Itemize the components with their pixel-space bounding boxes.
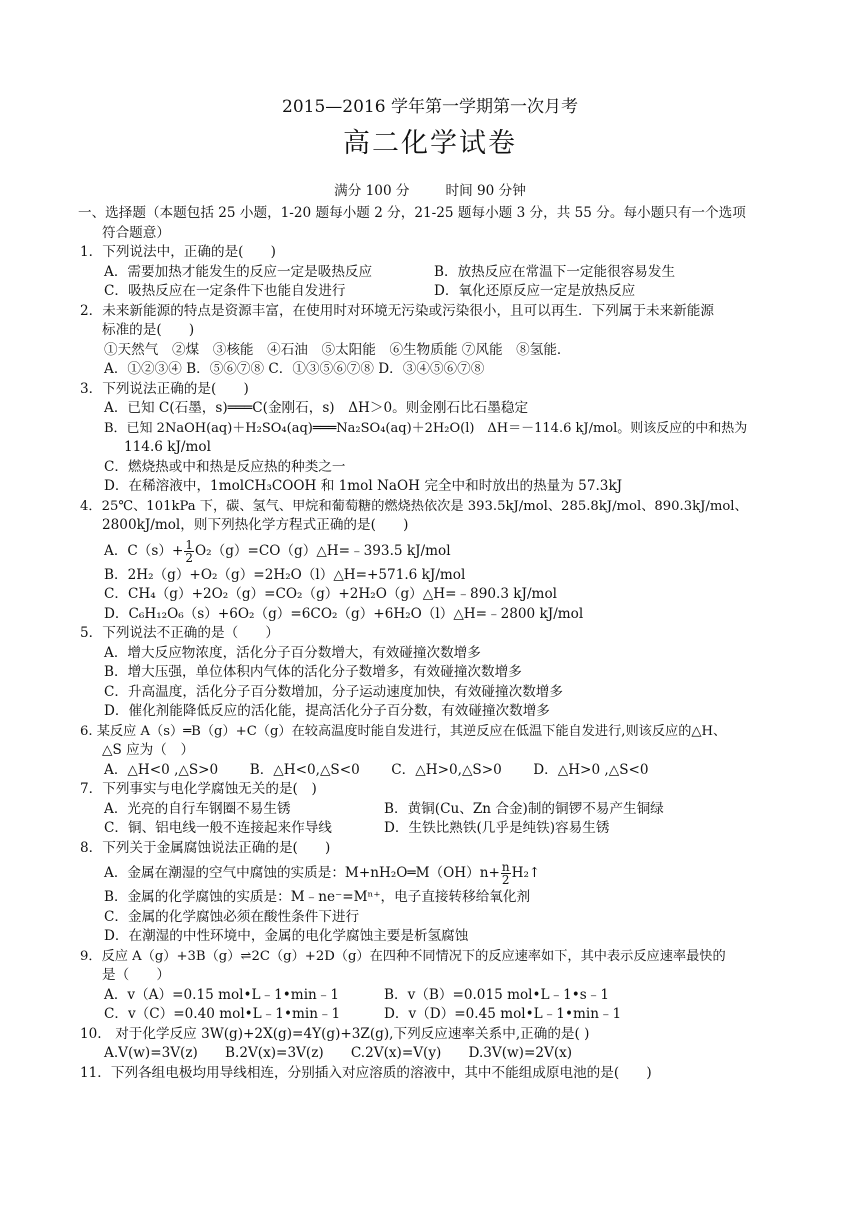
- fraction-denominator: 2: [501, 873, 510, 887]
- question-5-option-b: B．增大压强，单位体积内气体的活化分子数增多，有效碰撞次数增多: [104, 664, 522, 680]
- question-6-options: A．△H<0 ,△S>0 B．△H<0,△S<0 C．△H>0,△S>0 D．△H>0 ,△S<0: [104, 761, 649, 778]
- question-8-option-a-pre: A．金属在潮湿的空气中腐蚀的实质是：M+nH₂O═M（OH）n+: [104, 865, 500, 881]
- question-8-stem: 8．下列关于金属腐蚀说法正确的是( ): [80, 839, 331, 856]
- question-4: [80, 497, 800, 625]
- exam-content: [80, 204, 800, 1083]
- question-10: [80, 1025, 800, 1064]
- section-line-2: 符合题意）: [102, 224, 170, 241]
- question-8-option-d: D．在潮湿的中性环境中，金属的电化学腐蚀主要是析氢腐蚀: [104, 928, 469, 944]
- question-7-option-c: C．铜、铝电线一般不连接起来作导线: [104, 820, 332, 836]
- question-3-option-b-cont: 114.6 kJ/mol: [124, 439, 211, 455]
- question-6-stem: 6. 某反应 A（s）═B（g）+C（g）在较高温度时能自发进行，其逆反应在低温下能自发进行,则该反应的△H、: [80, 723, 727, 739]
- question-5-option-a: A．增大反应物浓度，活化分子百分数增大，有效碰撞次数增多: [104, 644, 481, 661]
- question-5-option-d: D．催化剂能降低反应的活化能，提高活化分子百分数，有效碰撞次数增多: [104, 703, 550, 719]
- question-9-option-a: A．v（A）=0.15 mol•L﹣1•min﹣1: [104, 986, 340, 1003]
- fraction-numerator: n: [501, 860, 510, 874]
- question-6: [80, 722, 800, 781]
- fraction-half: [184, 539, 194, 564]
- question-3-option-c: C．燃烧热或中和热是反应热的种类之一: [104, 458, 346, 475]
- question-9-option-d: D．v（D）=0.45 mol•L﹣1•min﹣1: [384, 1006, 622, 1022]
- question-1-option-b: B．放热反应在常温下一定能很容易发生: [434, 263, 676, 280]
- fraction-n-over-2: [501, 861, 511, 886]
- exam-year-title: 2015—2016 学年第一学期第一次月考: [282, 97, 578, 117]
- question-8-option-a-post: H₂↑: [511, 865, 541, 881]
- question-9-option-b: B．v（B）=0.015 mol•L﹣1•s﹣1: [384, 986, 610, 1003]
- question-5-stem: 5．下列说法不正确的是（ ）: [80, 625, 279, 641]
- question-3-option-a: A．已知 C(石墨，s)═══C(金刚石，s) ΔH＞0。则金刚石比石墨稳定: [104, 400, 529, 416]
- question-4-option-b: B．2H₂（g）+O₂（g）=2H₂O（l）△H=+571.6 kJ/mol: [104, 566, 466, 583]
- exam-meta: [0, 182, 860, 202]
- question-6-stem-2: △S 应为（ ）: [102, 742, 195, 758]
- question-2-options: A．①②③④ B．⑤⑥⑦⑧ C．①③⑤⑥⑦⑧ D．③④⑤⑥⑦⑧: [104, 361, 485, 377]
- question-1-option-d: D．氧化还原反应一定是放热反应: [434, 283, 636, 299]
- question-1: [80, 243, 800, 302]
- question-2: [80, 302, 800, 380]
- section-instructions: [80, 204, 800, 243]
- question-8: [80, 839, 800, 947]
- question-1-stem: 1．下列说法中，正确的是( ): [80, 244, 276, 260]
- fraction-numerator: 1: [185, 537, 194, 552]
- question-3-option-b: B．已知 2NaOH(aq)＋H₂SO₄(aq)═══Na₂SO₄(aq)＋2H₂O(l) ΔH＝－114.6 kJ/mol。则该反应的中和热为: [104, 420, 748, 436]
- question-7-option-d: D．生铁比熟铁(几乎是纯铁)容易生锈: [384, 820, 610, 836]
- question-8-option-c: C．金属的化学腐蚀必须在酸性条件下进行: [104, 908, 360, 925]
- question-7-option-b: B．黄铜(Cu、Zn 合金)制的铜锣不易产生铜绿: [384, 800, 664, 817]
- exam-main-title: 高二化学试卷: [343, 128, 517, 159]
- question-9-option-c: C．v（C）=0.40 mol•L﹣1•min﹣1: [104, 1006, 341, 1022]
- question-8-option-b: B．金属的化学腐蚀的实质是：M﹣ne⁻=Mⁿ⁺，电子直接转移给氧化剂: [104, 889, 531, 905]
- question-4-stem-2: 2800kJ/mol，则下列热化学方程式正确的是( ): [102, 517, 409, 533]
- question-5: [80, 624, 800, 722]
- question-10-options: A.V(w)=3V(z) B.2V(x)=3V(z) C.2V(x)=V(y) D.3V(w)=2V(x): [104, 1045, 573, 1061]
- question-5-option-c: C．升高温度，活化分子百分数增加，分子运动速度加快，有效碰撞次数增多: [104, 683, 563, 700]
- question-4-option-d: D．C₆H₁₂O₆（s）+6O₂（g）=6CO₂（g）+6H₂O（l）△H=﹣2800 kJ/mol: [104, 605, 584, 622]
- question-4-option-c: C．CH₄（g）+2O₂（g）=CO₂（g）+2H₂O（g）△H=﹣890.3 kJ/mol: [104, 586, 557, 602]
- question-1-option-c: C．吸热反应在一定条件下也能自发进行: [104, 283, 346, 299]
- question-9-stem-2: 是（ ）: [102, 967, 170, 983]
- question-2-items: ①天然气 ②煤 ③核能 ④石油 ⑤太阳能 ⑥生物质能 ⑦风能 ⑧氢能．: [104, 341, 571, 358]
- question-11: [80, 1064, 800, 1084]
- question-9: [80, 947, 800, 1025]
- question-8-option-a: [80, 858, 800, 888]
- question-4-option-a-pre: A．C（s）+: [104, 542, 184, 559]
- question-1-option-a: A．需要加热才能发生的反应一定是吸热反应: [104, 263, 373, 280]
- question-11-stem: 11．下列各组电极均用导线相连，分别插入对应溶质的溶液中，其中不能组成原电池的是( ): [80, 1064, 652, 1081]
- question-4-option-a: [80, 536, 800, 566]
- question-10-stem: 10. 对于化学反应 3W(g)+2X(g)=4Y(g)+3Z(g),下列反应速率关系中,正确的是( ): [80, 1025, 590, 1042]
- question-3-option-d: D．在稀溶液中，1molCH₃COOH 和 1mol NaOH 完全中和时放出的热量为 57.3kJ: [104, 478, 623, 494]
- full-score: 满分 100 分: [334, 183, 410, 199]
- question-7-stem: 7．下列事实与电化学腐蚀无关的是( ): [80, 781, 317, 797]
- question-3-stem: 3．下列说法正确的是( ): [80, 380, 249, 397]
- question-9-stem: 9．反应 A（g）+3B（g）⇌2C（g）+2D（g）在四种不同情况下的反应速率如下，其中表示反应速率最快的: [80, 948, 726, 964]
- question-2-stem: 2．未来新能源的特点是资源丰富，在使用时对环境无污染或污染很小，且可以再生．下列属于未来新能源: [80, 302, 714, 319]
- question-3: [80, 380, 800, 497]
- question-4-stem: 4．25℃、101kPa 下，碳、氢气、甲烷和葡萄糖的燃烧热依次是 393.5kJ/mol、285.8kJ/mol、890.3kJ/mol、: [80, 498, 748, 514]
- question-7: [80, 780, 800, 839]
- question-2-stem-2: 标准的是( ): [102, 322, 195, 338]
- exam-time: 时间 90 分钟: [445, 183, 526, 199]
- question-7-option-a: A．光亮的自行车钢圈不易生锈: [104, 800, 291, 817]
- fraction-denominator: 2: [185, 550, 194, 565]
- section-line-1: 一、选择题（本题包括 25 小题，1-20 题每小题 2 分，21-25 题每小题 3 分，共 55 分。每小题只有一个选项: [78, 205, 746, 221]
- question-4-option-a-post: O₂（g）=CO（g）△H=﹣393.5 kJ/mol: [195, 542, 451, 559]
